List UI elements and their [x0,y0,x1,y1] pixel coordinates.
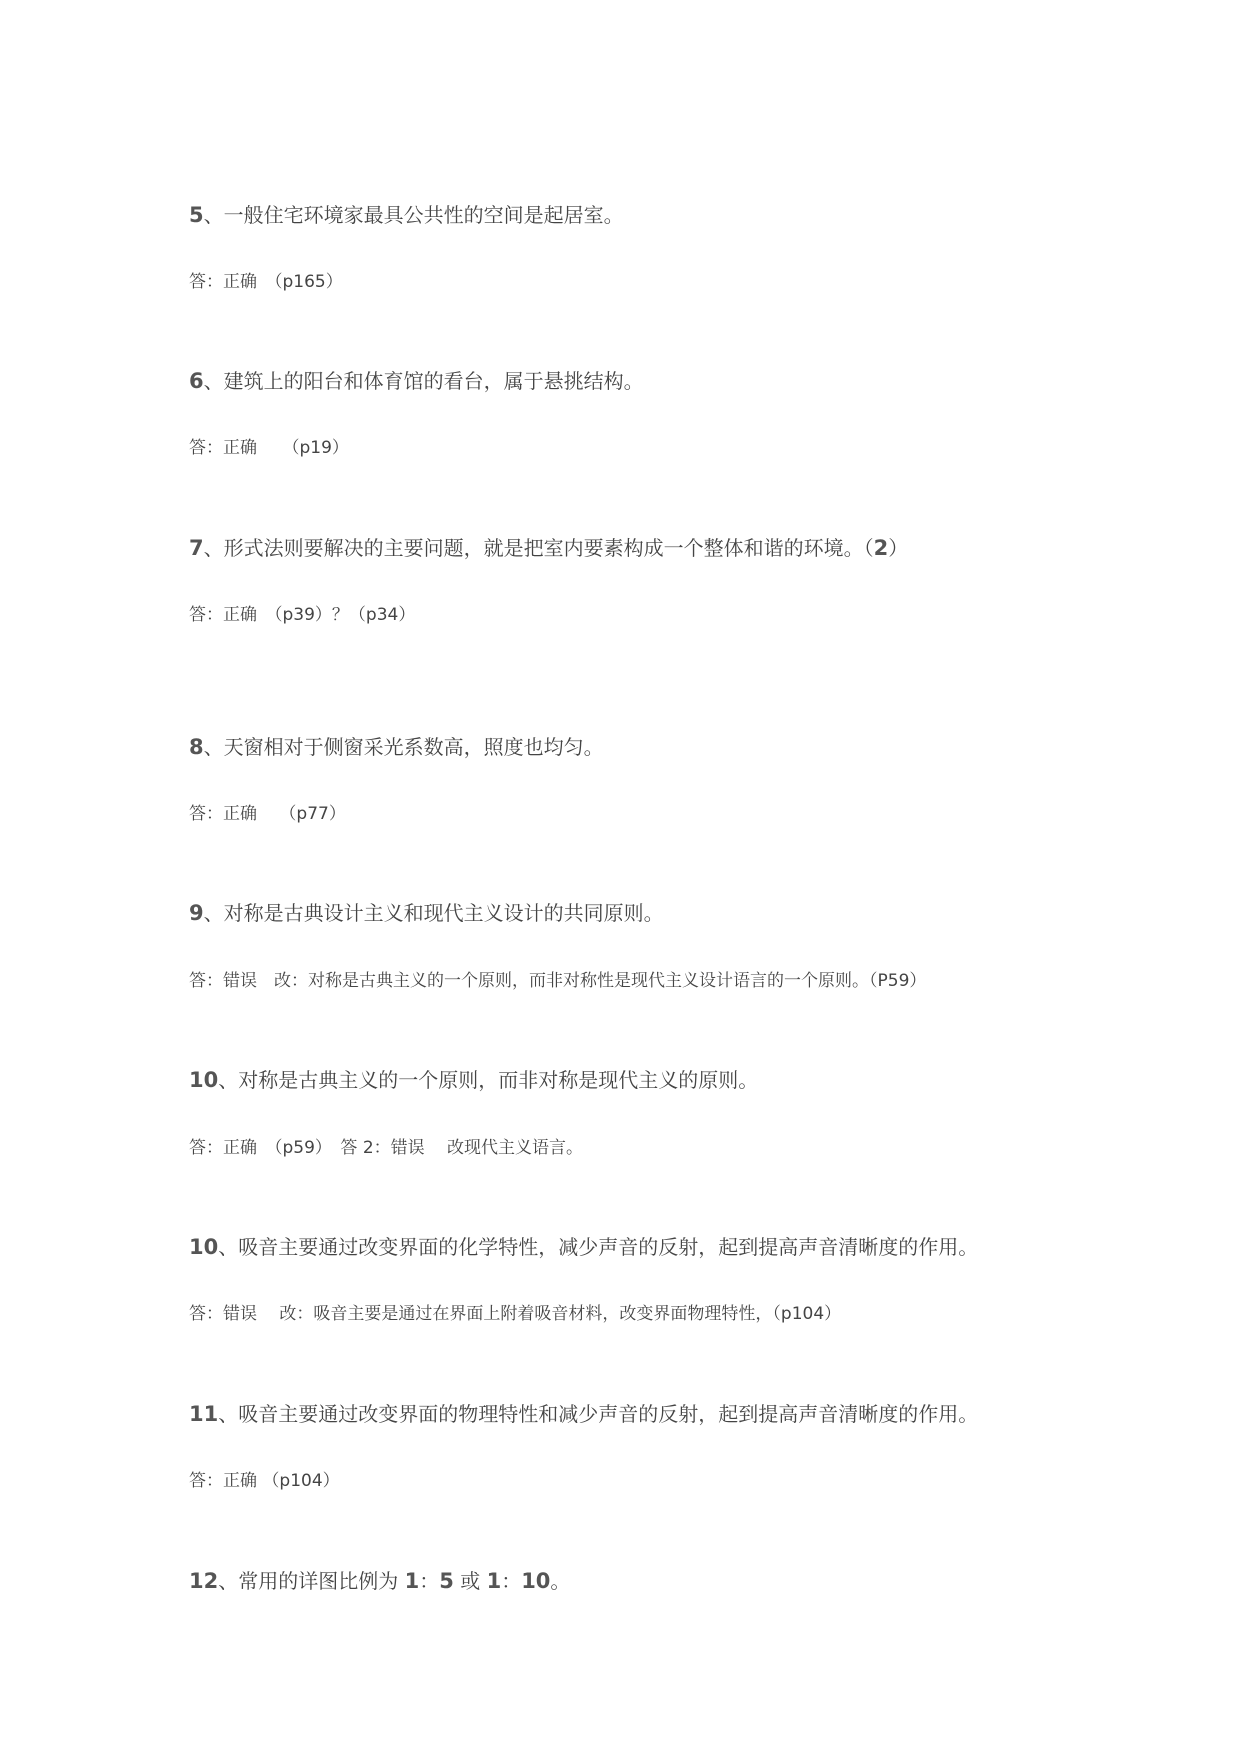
answer-9: 答：错误 改：对称是古典主义的一个原则，而非对称性是现代主义设计语言的一个原则。（P59） [189,971,927,991]
answer-8: 答：正确 （p77） [189,804,346,824]
question-text: 、对称是古典设计主义和现代主义设计的共同原则。 [203,901,664,925]
ratio-value: 1 [486,1569,502,1593]
answer-11: 答：正确 （p104） [189,1471,340,1491]
question-number: 6 [189,369,204,393]
ratio-value: 1 [404,1569,420,1593]
question-number: 10 [189,1068,219,1092]
question-number: 8 [189,735,204,759]
question-text: 、常用的详图比例为 [218,1569,405,1593]
question-text: 、建筑上的阳台和体育馆的看台，属于悬挑结构。 [203,369,644,393]
ratio-separator: ： [501,1569,522,1593]
question-7 [189,538,908,559]
question-9 [189,903,664,924]
question-10a [189,1070,758,1091]
ratio-value: 5 [439,1569,454,1593]
question-5 [189,205,624,226]
question-number: 12 [189,1569,219,1593]
question-text: 、吸音主要通过改变界面的物理特性和减少声音的反射，起到提高声音清晰度的作用。 [218,1402,979,1426]
question-text: 或 [453,1569,487,1593]
question-11 [189,1404,978,1425]
question-text: 、形式法则要解决的主要问题，就是把室内要素构成一个整体和谐的环境。（ [203,536,874,560]
question-8 [189,737,604,758]
answer-7: 答：正确 （p39）？（p34） [189,605,416,625]
answer-10b: 答：错误 改：吸音主要是通过在界面上附着吸音材料，改变界面物理特性，（p104） [189,1304,842,1324]
answer-10a: 答：正确 （p59） 答 2：错误 改现代主义语言。 [189,1138,584,1158]
question-note-end: ） [888,536,909,560]
question-number: 9 [189,901,204,925]
question-text: 、对称是古典主义的一个原则，而非对称是现代主义的原则。 [218,1068,759,1092]
question-note-number: 2 [873,536,889,560]
question-number: 10 [189,1235,219,1259]
question-number: 7 [189,536,204,560]
question-text: 、一般住宅环境家最具公共性的空间是起居室。 [203,203,624,227]
ratio-separator: ： [419,1569,440,1593]
answer-6: 答：正确 （p19） [189,438,349,458]
answer-5: 答：正确 （p165） [189,272,343,292]
question-12 [189,1571,570,1592]
question-text: 、天窗相对于侧窗采光系数高，照度也均匀。 [203,735,604,759]
question-6 [189,371,644,392]
question-text: 。 [550,1569,571,1593]
question-number: 5 [189,203,204,227]
question-text: 、吸音主要通过改变界面的化学特性，减少声音的反射，起到提高声音清晰度的作用。 [218,1235,979,1259]
question-10b [189,1237,978,1258]
question-number: 11 [189,1402,219,1426]
ratio-value: 10 [521,1569,551,1593]
